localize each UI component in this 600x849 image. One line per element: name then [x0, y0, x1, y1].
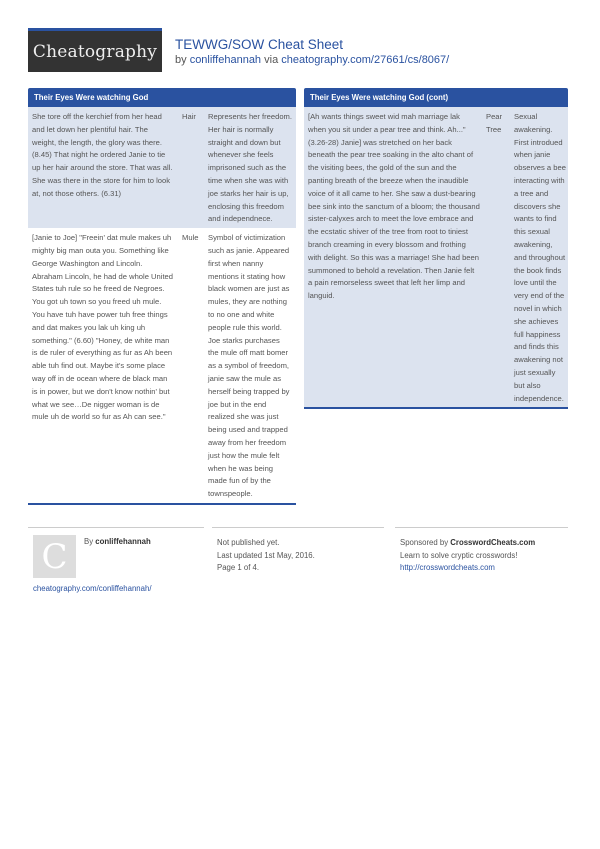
footer-divider [28, 527, 204, 528]
footer-author [84, 537, 151, 546]
cheatography-logo[interactable] [28, 28, 162, 72]
author-profile-link[interactable]: cheatography.com/conliffehannah/ [33, 584, 152, 593]
sponsor-block [400, 537, 535, 575]
quote-cell: She tore off the kerchief from her head and let down her plentiful hair. The weight, the length, the glory was there. (8.45) That night he ordered Janie to tie up her hair around the store. That was all. She was there in the store for him to look at, not those others. (6.31) [32, 112, 173, 198]
author-link[interactable]: conliffehannah [189, 54, 262, 66]
table-row [28, 107, 296, 228]
symbol-cell: Pear Tree [486, 112, 503, 134]
table-row [28, 228, 296, 503]
page-title: TEWWG/SOW Cheat Sheet [175, 37, 344, 52]
page-indicator: Page 1 of 4. [217, 563, 260, 572]
footer-divider [395, 527, 568, 528]
sponsor-tagline: Learn to solve cryptic crosswords! [400, 550, 518, 560]
by-prefix: by [175, 54, 187, 66]
sheet-url-link[interactable]: cheatography.com/27661/cs/8067/ [281, 54, 450, 66]
sponsor-name: CrosswordCheats.com [450, 538, 536, 547]
last-updated: Last updated 1st May, 2016. [217, 550, 315, 560]
by-label: By [84, 537, 94, 546]
via-label: via [264, 54, 279, 66]
symbol-cell: Mule [182, 233, 199, 243]
section-header: Their Eyes Were watching God (cont) [304, 88, 568, 107]
meaning-cell: Represents her freedom. Her hair is normally straight and down but whenever she feels imprisoned such as the time when she was with joe starks her hair is up, enclosing this freedom and independnece. [208, 112, 292, 224]
sponsor-prefix: Sponsored by [400, 538, 449, 547]
sponsor-link[interactable]: http://crosswordcheats.com [400, 563, 495, 572]
section-bottom-rule [28, 503, 296, 505]
byline [175, 54, 449, 66]
quote-cell: [Janie to Joe] "Freein' dat mule makes uh mighty big man outa you. Something like George Washington and Lincoln. Abraham Lincoln, he had de whole United States tuh rule so he freed de Negroes. You got uh town so you freed uh mule. You have tuh have power tuh free things and dat makes you lak uh king uh something." (6.60) "Honey, de white man is de ruler of everything as fur as Ah been able tuh find out. Maybe it's some place way off in de ocean where de black man is in power, but we don't know nothin' but what we see…De nigger woman is de mule uh de world so fur as Ah can see." [32, 233, 173, 422]
logo-text: Cheatography [32, 41, 158, 62]
footer-author-name: conliffehannah [95, 537, 151, 546]
author-avatar[interactable] [33, 535, 76, 578]
publish-status: Not published yet. [217, 538, 280, 547]
quote-cell: [Ah wants things sweet wid mah marriage lak when you sit under a pear tree and think. Ah..." (3.26-28) Janie] was stretched on her back beneath the pear tree soaking in the alto chant of the visiting bees, the gold of the sun and the panting breath of the breeze when the inaudible voice of it all came to her. She saw a dust-bearing bee sink into the sanctum of a bloom; the thousand sister-calyxes arch to meet the love embrace and the ecstatic shiver of the tree from root to tiniest branch creaming in every blossom and frothing with delight. So this was a marriage! She had been summoned to behold a revelation. Then Janie felt a pain remorseless sweet that left her limp and languid. [308, 112, 480, 301]
table-row [304, 107, 568, 407]
section-their-eyes [28, 88, 296, 505]
meaning-cell: Sexual awakening. First introdued when janie observes a bee interacting with a tree and discovers she wants to find this sexual awakening, and throughout the book finds love until the very end of the novel in which she achieves full happiness and finds this awakening not just sexually but also independence. [514, 112, 566, 403]
footer-divider [212, 527, 384, 528]
publish-meta [217, 537, 315, 575]
avatar-letter: C [41, 536, 68, 577]
sponsor-line [400, 537, 535, 550]
section-header: Their Eyes Were watching God [28, 88, 296, 107]
symbol-cell: Hair [182, 112, 196, 121]
meaning-cell: Symbol of victimization such as janie. Appeared first when nanny mentions it stating how black women are just as mules, they are nothing to no one and white people rule this world. Joe starks purchases the mule off matt bomer as a symbol of freedom, janie saw the mule as herself being trapped by joe but in the end realized she was just being used and trapped away from her freedom just how the mule felt when he was being made fun of by the townspeople. [208, 233, 290, 499]
section-their-eyes-cont [304, 88, 568, 409]
section-bottom-rule [304, 407, 568, 409]
